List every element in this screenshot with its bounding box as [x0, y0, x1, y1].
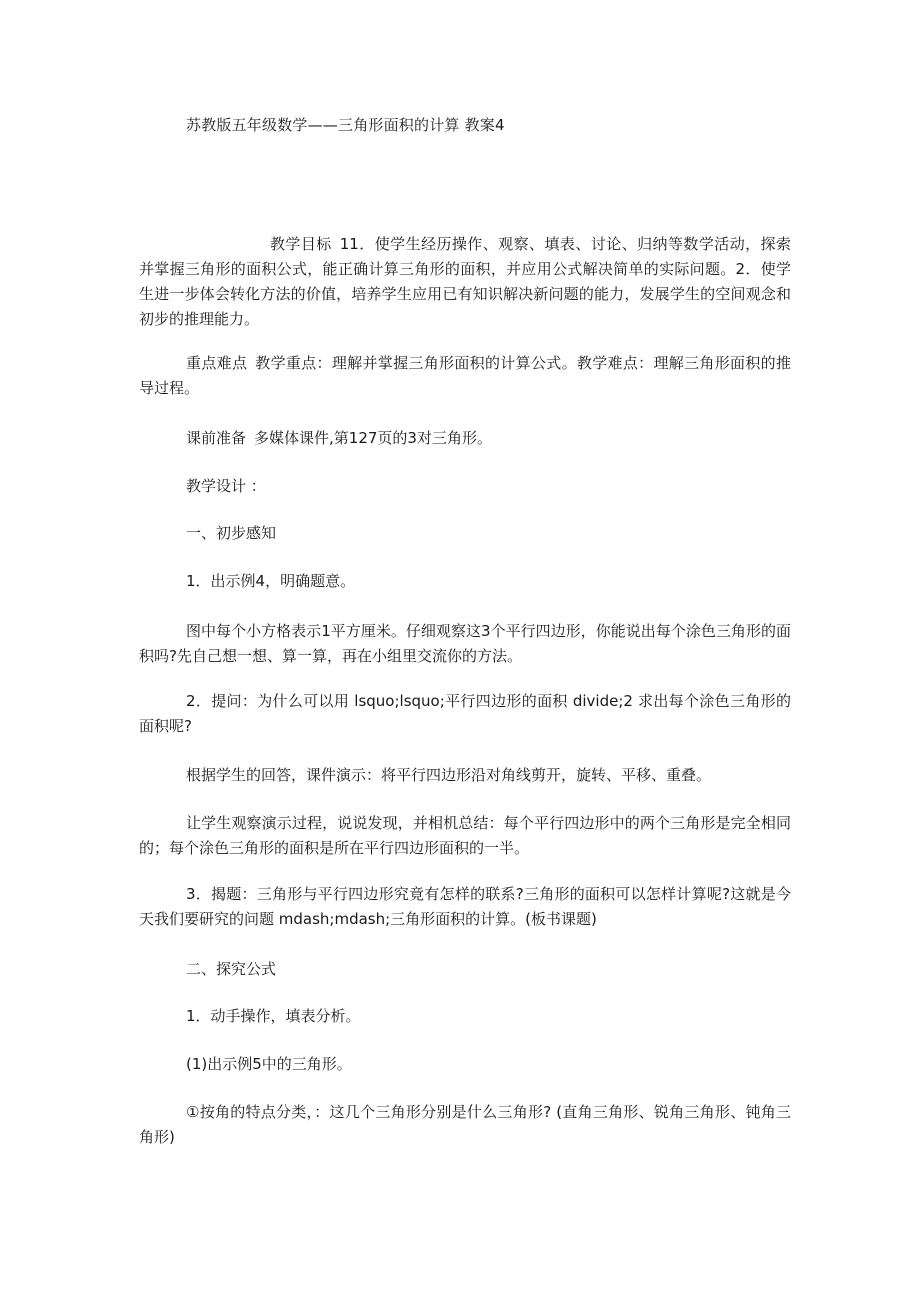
objectives-text: 11．使学生经历操作、观察、填表、讨论、归纳等数学活动，探索并掌握三角形的面积公式，能正确计算三角形的面积，并应用公式解决简单的实际问题。2．使学生进一步体会转化方法的价值，培养学生应用已有知识解决新问题的能力，发展学生的空间观念和初步的推理能力。 [139, 235, 791, 328]
objectives-label: 教学目标 [270, 235, 332, 253]
section-1-paragraph-2: 图中每个小方格表示1平方厘米。仔细观察这3个平行四边形，你能说出每个涂色三角形的面积吗?先自己想一想、算一算，再在小组里交流你的方法。 [139, 622, 791, 665]
section-1-paragraph-4: 根据学生的回答，课件演示：将平行四边形沿对角线剪开，旋转、平移、重叠。 [186, 766, 712, 784]
section-2-paragraph-1: 1．动手操作，填表分析。 [186, 1007, 361, 1025]
document-title: 苏教版五年级数学——三角形面积的计算 教案4 [186, 116, 505, 134]
section-1-paragraph-5: 让学生观察演示过程，说说发现，并相机总结：每个平行四边形中的两个三角形是完全相同的；每个涂色三角形的面积是所在平行四边形面积的一半。 [139, 814, 791, 857]
keypoints-text: 教学重点：理解并掌握三角形面积的计算公式。教学难点：理解三角形面积的推导过程。 [139, 354, 791, 397]
preparation-text: 多媒体课件,第127页的3对三角形。 [254, 429, 492, 447]
objectives-paragraph [139, 232, 791, 332]
keypoints-label: 重点难点 [186, 354, 248, 372]
section-2-paragraph-2: (1)出示例5中的三角形。 [186, 1055, 352, 1073]
preparation-label: 课前准备 [186, 429, 247, 447]
section-1-paragraph-3: 2．提问：为什么可以用 lsquo;lsquo;平行四边形的面积 divide;2 求出每个涂色三角形的面积呢? [139, 692, 791, 735]
section-2-paragraph-3: ①按角的特点分类，：这几个三角形分别是什么三角形? (直角三角形、锐角三角形、钝角三角形) [139, 1103, 791, 1146]
section-1-heading: 一、初步感知 [186, 524, 277, 542]
section-1-paragraph-6: 3．揭题：三角形与平行四边形究竟有怎样的联系?三角形的面积可以怎样计算呢?这就是今天我们要研究的问题 mdash;mdash;三角形面积的计算。(板书课题) [139, 885, 791, 928]
section-1-paragraph-1: 1．出示例4，明确题意。 [186, 572, 356, 590]
keypoints-paragraph [139, 351, 791, 401]
preparation-paragraph [139, 426, 791, 451]
section-2-heading: 二、探究公式 [186, 960, 277, 978]
design-heading: 教学设计 ： [186, 477, 266, 495]
